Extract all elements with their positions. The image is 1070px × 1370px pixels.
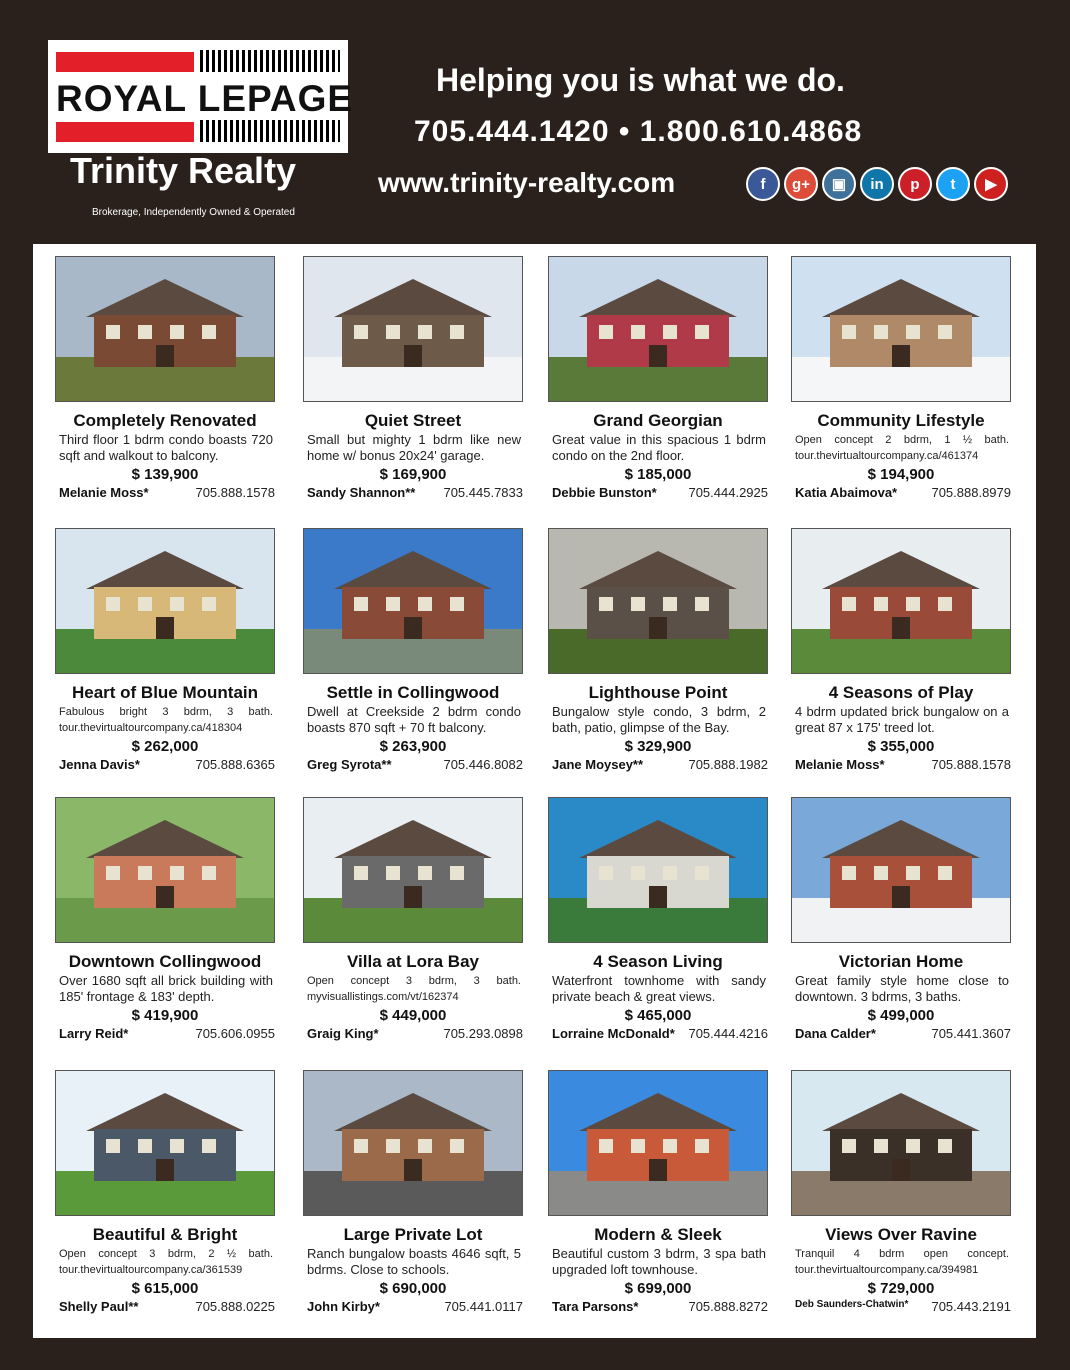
listing-price: $ 355,000 — [867, 738, 935, 755]
listing-title: Quiet Street — [364, 411, 462, 430]
agent-name[interactable]: Deb Saunders-Chatwin* — [795, 1299, 909, 1310]
listing-description: 4 bdrm updated brick bungalow on a great 87 x 175' treed lot. — [795, 704, 1009, 735]
agent-name[interactable]: Sandy Shannon** — [307, 485, 416, 500]
listing-card[interactable] — [791, 1070, 1031, 1320]
agent-name[interactable]: Katia Abaimova* — [795, 485, 898, 500]
listing-title: Victorian Home — [838, 952, 964, 971]
listing-photo[interactable] — [55, 797, 275, 943]
listing-description: Fabulous bright 3 bdrm, 3 bath. tour.thevirtualtourcompany.ca/418304 — [59, 706, 273, 734]
listing-price: $ 263,900 — [379, 738, 447, 755]
listing-price: $ 465,000 — [624, 1007, 692, 1024]
agent-name[interactable]: Dana Calder* — [795, 1026, 876, 1041]
listing-description: Open concept 3 bdrm, 2 ½ bath. tour.thevirtualtourcompany.ca/361539 — [59, 1248, 273, 1276]
listing-price: $ 449,000 — [379, 1007, 447, 1024]
listing-card[interactable] — [55, 256, 295, 506]
agent-phone[interactable]: 705.888.8979 — [931, 485, 1011, 500]
listing-photo[interactable] — [55, 256, 275, 402]
listing-card[interactable] — [548, 797, 788, 1047]
agent-phone[interactable]: 705.888.1982 — [688, 757, 768, 772]
listing-card[interactable] — [303, 256, 543, 506]
agent-name[interactable]: Melanie Moss* — [795, 757, 885, 772]
listing-photo[interactable] — [303, 797, 523, 943]
listing-price: $ 615,000 — [131, 1280, 199, 1297]
listing-photo[interactable] — [791, 797, 1011, 943]
facebook-icon[interactable]: f — [746, 167, 780, 201]
agent-phone[interactable]: 705.888.0225 — [195, 1299, 275, 1314]
listing-price: $ 699,000 — [624, 1280, 692, 1297]
website-link[interactable]: www.trinity-realty.com — [378, 167, 676, 198]
agent-name[interactable]: Melanie Moss* — [59, 485, 149, 500]
listing-photo[interactable] — [548, 797, 768, 943]
listing-card[interactable] — [303, 1070, 543, 1320]
listing-title: Beautiful & Bright — [92, 1225, 238, 1244]
logo-text: ROYAL LEPAGE — [56, 78, 354, 119]
listing-card[interactable] — [791, 528, 1031, 778]
listing-photo[interactable] — [791, 256, 1011, 402]
listing-description: Bungalow style condo, 3 bdrm, 2 bath, patio, glimpse of the Bay. — [552, 704, 766, 735]
agent-name[interactable]: Jane Moysey** — [552, 757, 644, 772]
royal-lepage-logo[interactable] — [48, 40, 354, 153]
listing-photo[interactable] — [548, 1070, 768, 1216]
listing-card[interactable] — [548, 528, 788, 778]
listing-title: Grand Georgian — [593, 411, 723, 430]
listing-card[interactable] — [55, 528, 295, 778]
agent-name[interactable]: Shelly Paul** — [59, 1299, 139, 1314]
listing-title: Views Over Ravine — [825, 1225, 977, 1244]
listing-description: Open concept 3 bdrm, 3 bath. myvisuallistings.com/vt/162374 — [307, 975, 521, 1003]
listing-title: Community Lifestyle — [817, 411, 985, 430]
listing-price: $ 262,000 — [131, 738, 199, 755]
agent-phone[interactable]: 705.445.7833 — [443, 485, 523, 500]
listings-panel — [33, 244, 1036, 1338]
agent-name[interactable]: Greg Syrota** — [307, 757, 392, 772]
google-plus-icon[interactable]: g+ — [784, 167, 818, 201]
listing-description: Great family style home close to downtown. 3 bdrms, 3 baths. — [795, 973, 1009, 1004]
agent-name[interactable]: Graig King* — [307, 1026, 379, 1041]
listing-card[interactable] — [791, 797, 1031, 1047]
listing-price: $ 729,000 — [867, 1280, 935, 1297]
agent-phone[interactable]: 705.293.0898 — [443, 1026, 523, 1041]
logo-red-bar-bottom — [56, 122, 194, 142]
agent-phone[interactable]: 705.441.3607 — [931, 1026, 1011, 1041]
agent-name[interactable]: John Kirby* — [307, 1299, 380, 1314]
logo-red-bar-top — [56, 52, 194, 72]
listing-card[interactable] — [303, 797, 543, 1047]
brokerage-note: Brokerage, Independently Owned & Operated — [92, 207, 295, 218]
listing-description: Third floor 1 bdrm condo boasts 720 sqft and walkout to balcony. — [59, 432, 273, 463]
listing-photo[interactable] — [791, 1070, 1011, 1216]
listing-title: Large Private Lot — [343, 1225, 483, 1244]
agent-name[interactable]: Larry Reid* — [59, 1026, 129, 1041]
listing-title: 4 Seasons of Play — [828, 683, 974, 702]
social-icons — [746, 167, 1008, 201]
company-name: Trinity Realty — [70, 150, 297, 191]
listing-photo[interactable] — [548, 528, 768, 674]
agent-phone[interactable]: 705.444.4216 — [688, 1026, 768, 1041]
youtube-icon[interactable]: ▶ — [974, 167, 1008, 201]
listing-card[interactable] — [548, 1070, 788, 1320]
listing-title: Villa at Lora Bay — [347, 952, 479, 971]
listing-price: $ 329,900 — [624, 738, 692, 755]
listing-description: Open concept 2 bdrm, 1 ½ bath. tour.thevirtualtourcompany.ca/461374 — [795, 434, 1009, 462]
listing-title: Downtown Collingwood — [68, 952, 262, 971]
agent-phone[interactable]: 705.888.6365 — [195, 757, 275, 772]
listing-title: Heart of Blue Mountain — [71, 683, 259, 702]
agent-phone[interactable]: 705.888.1578 — [931, 757, 1011, 772]
listing-description: Dwell at Creekside 2 bdrm condo boasts 870 sqft + 70 ft balcony. — [307, 704, 521, 735]
listing-photo[interactable] — [303, 1070, 523, 1216]
listing-description: Great value in this spacious 1 bdrm condo on the 2nd floor. — [552, 432, 766, 463]
agent-phone[interactable]: 705.444.2925 — [688, 485, 768, 500]
listing-price: $ 419,900 — [131, 1007, 199, 1024]
listing-card[interactable] — [55, 797, 295, 1047]
listing-price: $ 169,900 — [379, 466, 447, 483]
pinterest-icon[interactable]: p — [898, 167, 932, 201]
listing-price: $ 194,900 — [867, 466, 935, 483]
listing-title: 4 Season Living — [593, 952, 723, 971]
agent-name[interactable]: Jenna Davis* — [59, 757, 140, 772]
agent-phone[interactable]: 705.888.8272 — [688, 1299, 768, 1314]
agent-phone[interactable]: 705.446.8082 — [443, 757, 523, 772]
listing-title: Completely Renovated — [73, 411, 257, 430]
listing-price: $ 499,000 — [867, 1007, 935, 1024]
listing-photo[interactable] — [791, 528, 1011, 674]
listing-description: Ranch bungalow boasts 4646 sqft, 5 bdrms. Close to schools. — [307, 1246, 521, 1277]
agent-phone[interactable]: 705.606.0955 — [195, 1026, 275, 1041]
listing-card[interactable] — [55, 1070, 295, 1320]
listing-description: Waterfront townhome with sandy private beach & great views. — [552, 973, 766, 1004]
twitter-icon[interactable]: t — [936, 167, 970, 201]
listing-photo[interactable] — [548, 256, 768, 402]
listing-price: $ 690,000 — [379, 1280, 447, 1297]
listing-card[interactable] — [548, 256, 788, 506]
agent-name[interactable]: Debbie Bunston* — [552, 485, 657, 500]
agent-phone[interactable]: 705.888.1578 — [195, 485, 275, 500]
listing-photo[interactable] — [55, 1070, 275, 1216]
listing-description: Small but mighty 1 bdrm like new home w/ bonus 20x24' garage. — [307, 432, 521, 463]
listing-photo[interactable] — [303, 256, 523, 402]
logo-barcode-bottom — [200, 120, 340, 142]
listing-title: Lighthouse Point — [588, 683, 728, 702]
listing-card[interactable] — [791, 256, 1031, 506]
listing-description: Over 1680 sqft all brick building with 185' frontage & 183' depth. — [59, 973, 273, 1004]
instagram-icon[interactable]: ▣ — [822, 167, 856, 201]
listing-description: Beautiful custom 3 bdrm, 3 spa bath upgraded loft townhouse. — [552, 1246, 766, 1277]
agent-name[interactable]: Lorraine McDonald* — [552, 1026, 675, 1041]
listing-card[interactable] — [303, 528, 543, 778]
agent-phone[interactable]: 705.441.0117 — [444, 1299, 523, 1314]
listing-photo[interactable] — [303, 528, 523, 674]
listing-photo[interactable] — [55, 528, 275, 674]
listing-price: $ 139,900 — [131, 466, 199, 483]
tagline: Helping you is what we do. — [436, 62, 845, 98]
agent-name[interactable]: Tara Parsons* — [552, 1299, 639, 1314]
linkedin-icon[interactable]: in — [860, 167, 894, 201]
listing-description: Tranquil 4 bdrm open concept. tour.thevirtualtourcompany.ca/394981 — [795, 1248, 1009, 1276]
listing-title: Modern & Sleek — [594, 1225, 722, 1244]
logo-barcode-top — [200, 50, 340, 72]
agent-phone[interactable]: 705.443.2191 — [931, 1299, 1011, 1314]
phone-numbers[interactable]: 705.444.1420 • 1.800.610.4868 — [414, 115, 863, 148]
listing-price: $ 185,000 — [624, 466, 692, 483]
listing-title: Settle in Collingwood — [326, 683, 500, 702]
